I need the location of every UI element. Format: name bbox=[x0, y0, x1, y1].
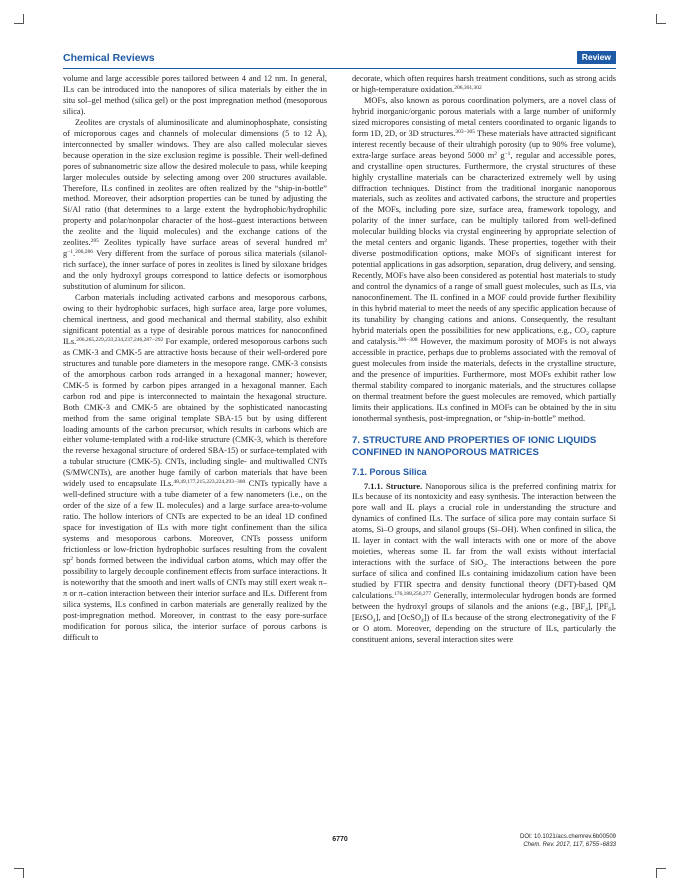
crop-mark-bottom-right bbox=[656, 868, 666, 878]
page-number: 6770 bbox=[332, 836, 348, 843]
runin-heading: 7.1.1. Structure. bbox=[364, 481, 423, 491]
paragraph: Zeolites are crystals of aluminosilicate and aluminophosphate, consisting of microporous cages and channels of molecular dimensions (5 to 12 Å), interconnected by smaller windows. They are also called molecular sieves because operation in the size exclusion regime is possible. Their well-defined pores of subnanometric size allow the desired molecule to pass, while keeping larger molecules outside by selecting among over 200 structures available. Therefore, ILs confined in zeolites are often realized by the “ship-in-bottle” method. Moreover, their adsorption properties can be tuned by adjusting the Si/Al ratio (that determines to a large extent the hydrophobic/hydrophilic property and polar/nonpolar character of the host–guest interactions between the zeolite and the liquid molecules) and the exchange cations of the zeolites.$^{285}$ Zeolites typically have surface areas of several hundred $m^2$ $g^{-1}.^{206,286}$ Very different from the surface of porous silica materials (silanol-rich surface), the inner surface of pores in zeolites is lined by siloxane bridges and the only hydroxyl groups correspond to lattice defects or isomorphous substitution of aluminum for silicon. bbox=[63, 117, 327, 292]
journal-citation: Chem. Rev. 2017, 117, 6755−6833 bbox=[523, 841, 616, 848]
article-type-badge: Review bbox=[577, 51, 616, 64]
paragraph: decorate, which often requires harsh treatment conditions, such as strong acids or high-temperature oxidation.$^{206,301,302}$ bbox=[352, 74, 616, 94]
crop-mark-top-right bbox=[656, 14, 666, 24]
paragraph: 7.1.1. Structure. Nanoporous silica is the preferred confining matrix for ILs because of its nontoxicity and easy synthesis. The interaction between the pore wall and IL plays a crucial role in understanding the structure and dynamics of confined ILs. The surface of silica pore may contain surface Si atoms, Si–O groups, and silanol groups (Si–OH). When confined in silica, the IL layer in contact with the wall interacts with one or more of the above moieties, whereas some IL far from the wall exists without interfacial interactions with the surface of SiO$_2$. The interactions between the pore surface of silica and confined ILs containing imidazolium cation have been studied by FTIR spectra and density functional theory (DFT)-based QM calculations.$^{176,188,256,277}$ Generally, intermolecular hydrogen bonds are formed between the hydroxyl groups of silanols and the anions (e.g., $[BF_4]$, $[PF_6]$, [EtSO$_4$], and [OcSO$_4$]) of ILs because of the strong electronegativity of the F or O atom. Moreover, depending on the structure of ILs, particularly the constituent anions, several interaction sites were bbox=[352, 481, 617, 644]
section-heading: 7. STRUCTURE AND PROPERTIES OF IONIC LIQUIDS CONFINED IN NANOPOROUS MATRICES bbox=[352, 434, 597, 458]
doi-link[interactable]: DOI: 10.1021/acs.chemrev.6b00509 bbox=[520, 834, 616, 840]
doi-block bbox=[520, 834, 616, 849]
crop-mark-top-left bbox=[14, 14, 24, 24]
paragraph: volume and large accessible pores tailored between 4 and 12 nm. In general, ILs can be introduced into the nanopores of silica materials by either the in situ sol–gel method (silica gel) or the post impregnation method (mesoporous silica). bbox=[63, 74, 327, 116]
subsection-heading: 7.1. Porous Silica bbox=[352, 466, 427, 477]
page-header bbox=[63, 50, 616, 66]
paragraph: MOFs, also known as porous coordination polymers, are a novel class of hybrid inorganic/organic porous materials with a large number of uniformly sized micropores consisting of metal centers coordinated to organic ligands to form 1D, 2D, or 3D structures.$^{303-305}$ These materials have attracted significant interest recently because of their ultrahigh porosity (up to 90% free volume), extra-large surface areas beyond 5000 $m^2$ $g^{-1}$, regular and accessible pores, and crystalline open structures. Furthermore, the crystal structures of these highly crystalline materials can be characterized extremely well by using diffraction techniques. Distinct from the traditional inorganic nanoporous materials, such as zeolites and activated carbons, the structure and properties of the MOFs, including pore size, surface area, framework topology, and polarity of the inner surface, can be multiply tailored from well-defined molecular building blocks via crystal engineering by appropriate selection of the metal centers and organic ligands. These properties, together with their diverse postmodification options, make MOFs of significant interest for potential applications in gas adsorption, separation, drug delivery, and sensing. Recently, MOFs have also been considered as potential host materials to study and control the dynamics of a range of small guest molecules, such as ILs, via nanoconfinement. The IL confined in a MOF could provide further flexibility in this hybrid material to meet the needs of any specific application because of its tunability by changing cations and anions. Consequently, the resultant hybrid materials open the possibilities for new applications, e.g., $CO_2$ capture and catalysis.$^{306-308}$ However, the maximum porosity of MOFs is not always accessible in practice, perhaps due to problems associated with the removal of guest molecules from inside the materials, defects in the crystalline structure, and the presence of impurities. Furthermore, most MOFs exhibit rather low thermal stability compared to inorganic materials, and the structures collapse on thermal treatment before the guest molecules are removed, which partially limits their applications. ILs confined in MOFs can be obtained by the in situ ionothermal synthesis, post-impregnation, or “ship-in-bottle” method. bbox=[352, 95, 617, 423]
right-column bbox=[352, 74, 616, 646]
header-divider bbox=[63, 68, 616, 69]
journal-title: Chemical Reviews bbox=[63, 52, 155, 64]
left-column bbox=[63, 74, 327, 644]
paragraph: Carbon materials including activated carbons and mesoporous carbons, owing to their hydrophobic surfaces, high surface area, large pore volumes, chemical inertness, and good mechanical and thermal stability, also exhibit significant potential as a type of desirable porous matrices for nanoconfined ILs.$^{206,265,229,233,234,237,246,287-292}$ For example, ordered mesoporous carbons such as CMK-3 and CMK-5 are attractive hosts because of their well-ordered pore structures and tunable pore diameters in the mesopore range. CMK-3 consists of the amorphous carbon rods arranged in a hexagonal manner; however, CMK-5 is formed by carbon pipes arranged in a hexagonal manner. Each carbon rod and pipe is interconnected to maintain the hexagonal structure. Both CMK-3 and CMK-5 are obtained by the sophisticated nanocasting method from the same original template SBA-15 but by using different loading amounts of the carbon precursor, which results in carbons which are either volume-templated with a rod-like structure (CMK-3, which is therefore the reverse hexagonal structure of ordered SBA-15) or surface-templated with a tubular structure (CMK-5). CNTs, including single- and multiwalled CNTs (S/MWCNTs), are another huge family of carbon materials that have been widely used to encapsulate ILs.$^{48,49,177,215,223,224,293-300}$ CNTs typically have a well-defined structure with a tube diameter of a few nanometers (i.e., on the order of the size of a few IL molecules) and a large surface area-to-volume ratio. The hollow interiors of CNTs are expected to be an ideal 1D confined space for investigation of ILs with more tight confinement than the silica systems and mesoporous carbons. Moreover, CNTs possess uniform frictionless or low-friction hydrophobic surfaces resulting from the covalent $sp^2$ bonds formed between the individual carbon atoms, which may offer the possibility to largely decouple confinement effects from surface interactions. It is noteworthy that the smooth and inert walls of CNTs may still exert weak π–π or π–cation interaction between their interior surface and ILs. Different from silica systems, ILs confined in carbon materials are generally realized by the post-impregnation method. Moreover, in contrast to the easy pore-surface modification for porous silica, the interior surface of porous carbons is difficult to bbox=[63, 293, 327, 642]
crop-mark-bottom-left bbox=[14, 868, 24, 878]
